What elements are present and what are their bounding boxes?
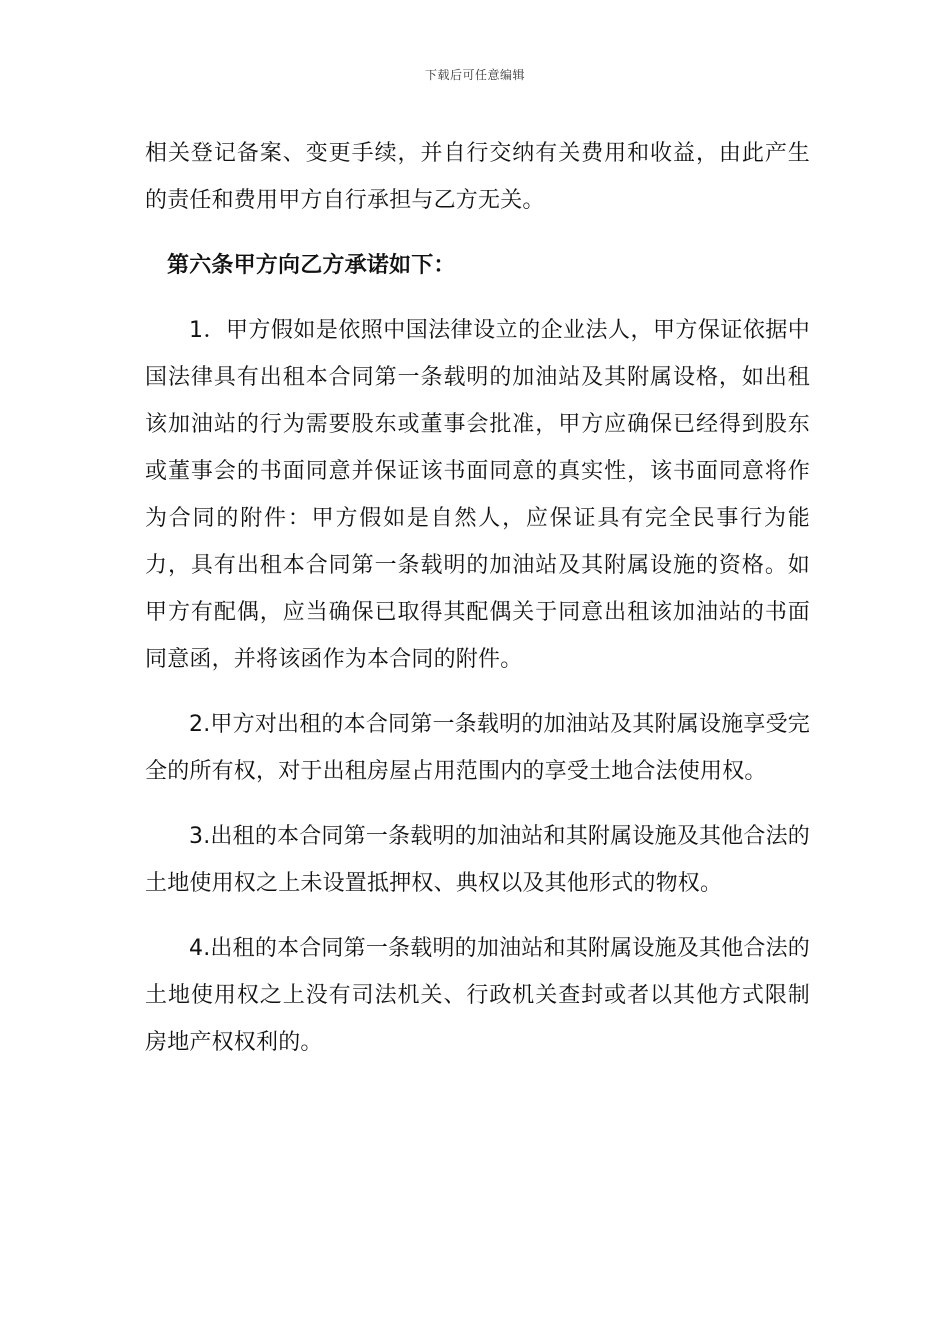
article-heading: 第六条甲方向乙方承诺如下： xyxy=(167,253,456,278)
paragraph-continuation: 相关登记备案、变更手续，并自行交纳有关费用和收益，由此产生的责任和费用甲方自行承担与乙方无关。 xyxy=(145,141,810,213)
clause-3: 3.出租的本合同第一条载明的加油站和其附属设施及其他合法的土地使用权之上未设置抵押权、典权以及其他形式的物权。 xyxy=(145,824,810,896)
clause-2: 2.甲方对出租的本合同第一条载明的加油站及其附属设施享受完全的所有权，对于出租房屋占用范围内的享受土地合法使用权。 xyxy=(145,712,810,784)
clause-4: 4.出租的本合同第一条载明的加油站和其附属设施及其他合法的土地使用权之上没有司法机关、行政机关查封或者以其他方式限制房地产权权利的。 xyxy=(145,936,810,1055)
document-body xyxy=(145,130,810,1084)
page-header: 下载后可任意编辑 xyxy=(424,68,525,82)
clause-1: 1．甲方假如是依照中国法律设立的企业法人，甲方保证依据中国法律具有出租本合同第一条载明的加油站及其附属设格，如出租该加油站的行为需要股东或董事会批准，甲方应确保已经得到股东或董事会的书面同意并保证该书面同意的真实性，该书面同意将作为合同的附件：甲方假如是自然人，应保证具有完全民事行为能力，具有出租本合同第一条载明的加油站及其附属设施的资格。如甲方有配偶，应当确保已取得其配偶关于同意出租该加油站的书面同意函，并将该函作为本合同的附件。 xyxy=(145,318,810,672)
